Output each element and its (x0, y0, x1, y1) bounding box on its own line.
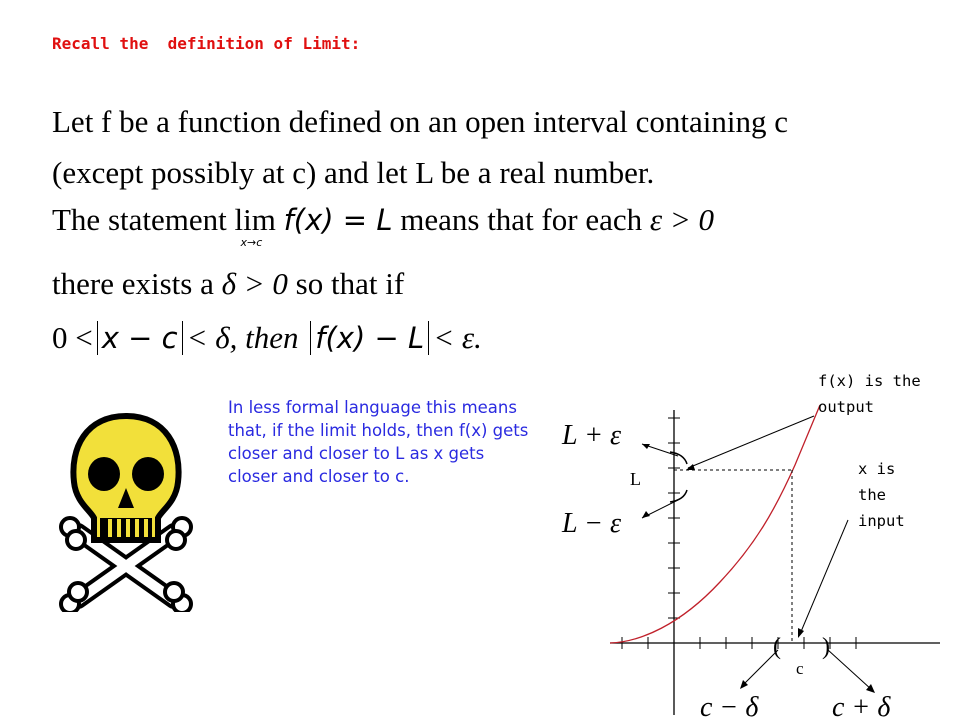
ineq-mid: < δ, then (186, 320, 299, 355)
statement-text: The statement (52, 202, 227, 237)
abs-bar (428, 321, 429, 355)
definition-line-5 (52, 320, 482, 356)
definition-line-2: (except possibly at c) and let L be a real number. (52, 155, 655, 190)
input-pointer (800, 520, 848, 634)
exists-text: there exists a (52, 266, 214, 301)
paren-open: ( (773, 634, 781, 660)
ineq-right: < ε. (433, 320, 482, 355)
label-L-minus-epsilon: L − ε (562, 508, 621, 539)
label-c-minus-delta: c − δ (700, 692, 759, 720)
x-minus-c: x − c (101, 321, 178, 355)
label-L: L (630, 469, 641, 489)
definition-line-1: Let f be a function defined on an open interval containing c (52, 104, 788, 139)
lim-word: lim (234, 202, 276, 237)
function-curve (610, 405, 820, 643)
means-text: means that for each (400, 202, 643, 237)
delta-condition: δ > 0 (221, 266, 288, 301)
lim-function: f(x) = L (283, 203, 393, 237)
definition-line-3 (52, 202, 714, 249)
abs-bar (182, 321, 183, 355)
lim-subscript: x→c (240, 236, 263, 249)
ineq-left: 0 < (52, 320, 93, 355)
label-L-plus-epsilon: L + ε (562, 420, 621, 451)
skull-crossbones-icon (56, 412, 196, 612)
so-that-text: so that if (295, 266, 405, 301)
label-c-plus-delta: c + δ (832, 692, 891, 720)
fx-minus-L: f(x) − L (315, 321, 425, 355)
output-note: f(x) is the output (818, 372, 921, 416)
page-heading: Recall the definition of Limit: (52, 34, 361, 53)
axis-ticks (622, 418, 856, 649)
label-c: c (796, 659, 804, 678)
epsilon-condition: ε > 0 (649, 202, 714, 237)
lower-band-bracket (670, 490, 687, 502)
arrow-c-minus (742, 650, 778, 686)
definition-line-4 (52, 266, 404, 302)
limit-expression (234, 202, 276, 249)
arrow-c-plus (828, 650, 872, 690)
paren-close: ) (822, 634, 830, 660)
abs-bar (97, 321, 98, 355)
informal-explanation: In less formal language this means that, if the limit holds, then f(x) gets closer and closer to L as x gets closer and closer to c. (228, 398, 529, 486)
input-note: x is the input (858, 460, 905, 530)
abs-bar (310, 321, 311, 355)
output-pointer (688, 416, 814, 468)
